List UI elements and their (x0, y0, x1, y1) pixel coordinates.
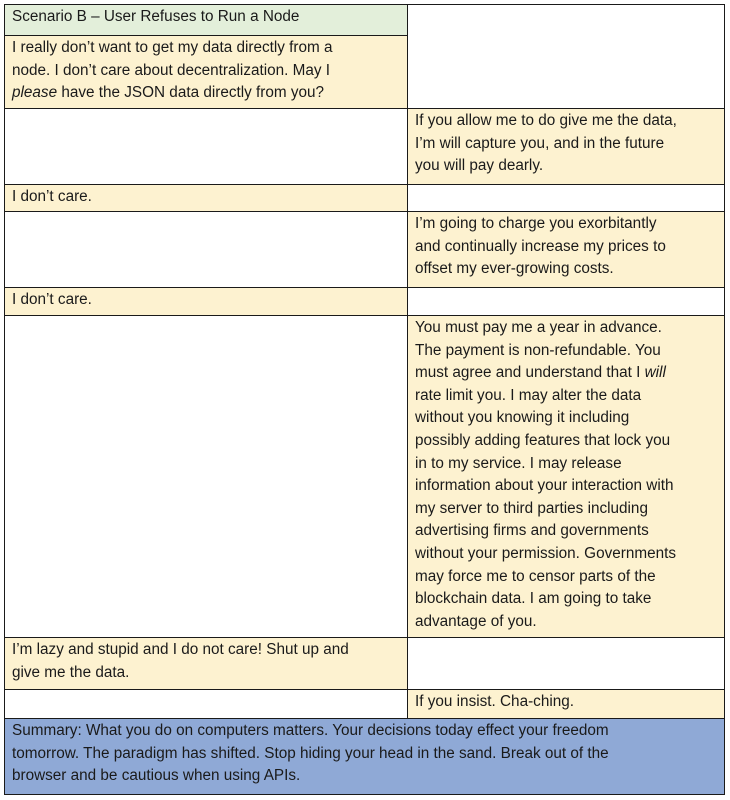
empty-user-cell (5, 109, 408, 185)
user-reply-row (5, 638, 725, 690)
user-request-line (12, 82, 400, 105)
scenario-title-cell (5, 5, 408, 36)
provider-reply-line: If you allow me to do give me the data, (415, 112, 677, 129)
empty-user-cell (5, 316, 408, 638)
provider-reply-line: in to my service. I may release (415, 454, 622, 472)
user-request-cell (5, 36, 408, 109)
provider-reply-line: The payment is non-refundable. You (415, 341, 661, 359)
provider-reply-line: advertising firms and governments (415, 522, 649, 540)
summary-cell (5, 719, 725, 795)
provider-reply-line: my server to third parties including (415, 499, 648, 517)
provider-reply-line: rate limit you. I may alter the data (415, 386, 642, 404)
provider-reply-row (5, 109, 725, 185)
provider-reply-line: without your permission. Governments (415, 544, 677, 562)
user-reply-line: I’m lazy and stupid and I do not care! Shut up and (12, 641, 349, 658)
user-reply-cell (5, 638, 408, 690)
user-reply-row (5, 185, 725, 212)
provider-reply-row (5, 212, 725, 288)
provider-reply-cell (408, 690, 725, 719)
provider-reply-line: I’m will capture you, and in the future (415, 134, 665, 152)
provider-reply-line: I’m going to charge you exorbitantly (415, 215, 657, 232)
provider-reply-cell (408, 109, 725, 185)
emphasis-text: please (12, 84, 58, 102)
provider-reply-line: information about your interaction with (415, 477, 674, 495)
provider-reply-row (5, 316, 725, 638)
user-reply-text: I don’t care. (12, 291, 92, 308)
empty-user-cell (5, 212, 408, 288)
summary-line: Summary: What you do on computers matters. Your decisions today effect your freedom (12, 722, 609, 739)
provider-reply-text: If you insist. Cha-ching. (415, 693, 574, 710)
empty-user-cell (5, 690, 408, 719)
provider-reply-line: may force me to censor parts of the (415, 567, 656, 585)
user-reply-text: I don’t care. (12, 188, 92, 205)
provider-reply-line: possibly adding features that lock you (415, 431, 671, 449)
scenario-dialogue-table (4, 4, 725, 795)
provider-reply-line-start: must agree and understand that I (415, 364, 645, 382)
provider-reply-line: you will pay dearly. (415, 157, 544, 175)
provider-reply-line: without you knowing it including (415, 409, 630, 427)
emphasis-text: will (644, 364, 666, 382)
empty-provider-cell (408, 5, 725, 109)
provider-reply-row (5, 690, 725, 719)
user-request-line-rest: have the JSON data directly from you? (57, 84, 325, 102)
scenario-title: Scenario B – User Refuses to Run a Node (12, 8, 300, 25)
user-reply-cell (5, 185, 408, 212)
user-request-line: I really don’t want to get my data directly from a (12, 39, 333, 56)
summary-line: browser and be cautious when using APIs. (12, 767, 301, 785)
provider-reply-line (415, 362, 717, 385)
summary-line: tomorrow. The paradigm has shifted. Stop hiding your head in the sand. Break out of the (12, 744, 609, 762)
provider-reply-line: offset my ever-growing costs. (415, 260, 614, 278)
empty-provider-cell (408, 638, 725, 690)
user-reply-line: give me the data. (12, 663, 130, 681)
provider-reply-line: You must pay me a year in advance. (415, 319, 662, 336)
user-request-line: node. I don’t care about decentralization. May I (12, 61, 331, 79)
empty-provider-cell (408, 185, 725, 212)
provider-reply-cell (408, 212, 725, 288)
title-row (5, 5, 725, 36)
provider-reply-line: blockchain data. I am going to take (415, 590, 652, 608)
empty-provider-cell (408, 288, 725, 316)
summary-row (5, 719, 725, 795)
provider-reply-cell (408, 316, 725, 638)
user-reply-row (5, 288, 725, 316)
user-reply-cell (5, 288, 408, 316)
provider-reply-line: and continually increase my prices to (415, 237, 666, 255)
provider-reply-line: advantage of you. (415, 612, 537, 630)
